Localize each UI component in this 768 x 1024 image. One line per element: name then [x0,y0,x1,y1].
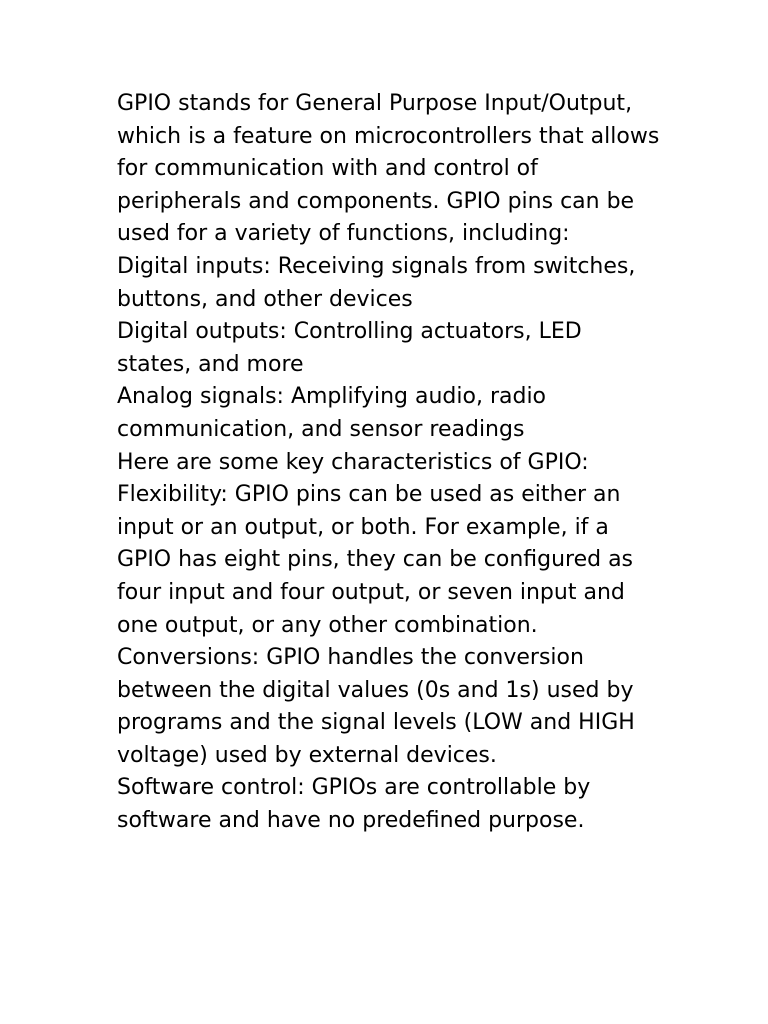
paragraph-conversions: Conversions: GPIO handles the conversion between the digital values (0s and 1s) used by programs and the signal levels (LOW and HIGH voltage) used by external devices. [117,645,635,768]
document-body [117,88,662,838]
paragraph-software-control: Software control: GPIOs are controllable by software and have no predefined purpose. [117,775,591,834]
paragraph-characteristics-heading: Here are some key characteristics of GPIO: [117,449,589,475]
paragraph-digital-inputs: Digital inputs: Receiving signals from switches, buttons, and other devices [117,253,636,312]
paragraph-digital-outputs: Digital outputs: Controlling actuators, LED states, and more [117,319,582,377]
paragraph-analog-signals: Analog signals: Amplifying audio, radio communication, and sensor readings [117,384,547,442]
paragraph-intro: GPIO stands for General Purpose Input/Output, which is a feature on microcontrollers that allows for communication with and control of peripherals and components. GPIO pins can be used for a variety of functions, including: [117,91,660,247]
paragraph-flexibility: Flexibility: GPIO pins can be used as either an input or an output, or both. For example, if a GPIO has eight pins, they can be configured as four input and four output, or seven input and one output, or any other combination. [117,482,634,638]
